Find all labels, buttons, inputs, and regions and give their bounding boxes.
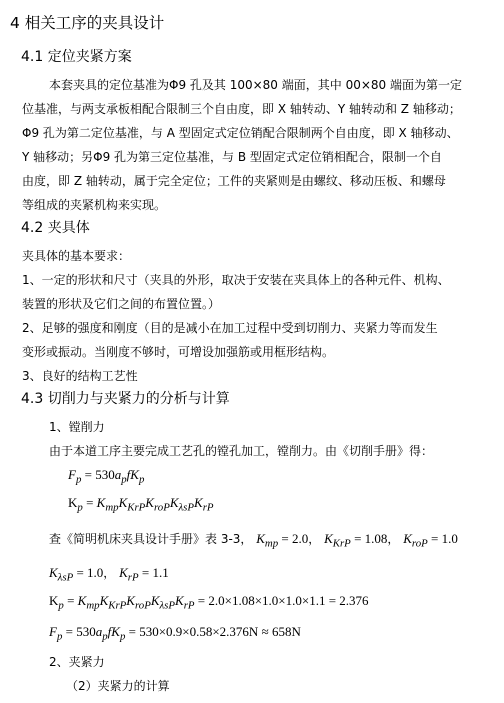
paragraph-line: Φ9 孔为第二定位基准，与 A 型固定式定位销配合限制两个自由度，即 X 轴移动、 <box>22 126 459 140</box>
k-mp: $K_{mp} = 2.0$ <box>256 531 309 550</box>
lookup-line-2: $K_{\lambda sP} = 1.0$， $K_{rP} = 1.1$ <box>49 565 169 584</box>
k-krp: $K_{KrP} = 1.08$ <box>324 531 388 550</box>
chapter-heading: 4 相关工序的夹具设计 <box>10 14 165 32</box>
lookup-line: 查《简明机床夹具设计手册》表 3-3， $K_{mp} = 2.0$， $K_{KrP} = 1.08$， $K_{roP} = 1.0$ <box>49 531 458 550</box>
sub-item: （2）夹紧力的计算 <box>66 679 170 693</box>
k-lsp: $K_{\lambda sP} = 1.0$ <box>49 565 104 584</box>
section-heading-4-1: 4.1 定位夹紧方案 <box>21 49 132 65</box>
paragraph-line: 2、足够的强度和刚度（目的是减小在加工过程中受到切削力、夹紧力等而发生 <box>22 321 438 335</box>
formula-fp-result: $F_p = 530a_pfK_p = 530\times 0.9\times 0.58\times 2.376N \approx 658N$ <box>49 624 301 643</box>
paragraph-line: 3、良好的结构工艺性 <box>22 369 138 383</box>
k-rp: $K_{rP} = 1.1$ <box>119 565 169 584</box>
formula-kp: $K_p = K_{mp}K_{KrP}K_{roP}K_{\lambda sP}K_{rP}$ <box>68 495 214 514</box>
paragraph-line: 由于本道工序主要完成工艺孔的镗孔加工，镗削力。由《切削手册》得： <box>49 444 434 458</box>
k-rop: $K_{roP} = 1.0$ <box>403 531 458 550</box>
paragraph-line: 变形或振动。当刚度不够时，可增设加强筋或用框形结构。 <box>22 345 335 359</box>
paragraph-line: Y 轴移动；另Φ9 孔为第三定位基准，与 B 型固定式定位销相配合，限制一个自 <box>22 150 442 164</box>
paragraph-line: 本套夹具的定位基准为Φ9 孔及其 100×80 端面，其中 00×80 端面为第一定 <box>49 78 462 92</box>
paragraph-line: 由度，即 Z 轴转动，属于完全定位；工件的夹紧则是由螺纹、移动压板、和螺母 <box>22 174 446 188</box>
section-heading-4-2: 4.2 夹具体 <box>21 220 90 236</box>
paragraph-line: 装置的形状及它们之间的布置位置。） <box>22 297 221 311</box>
paragraph-line: 夹具体的基本要求： <box>22 249 131 263</box>
list-item-2: 2、夹紧力 <box>49 655 105 669</box>
paragraph-line: 1、一定的形状和尺寸（夹具的外形，取决于安装在夹具体上的各种元件、机构、 <box>22 273 450 287</box>
list-item-1: 1、镗削力 <box>49 420 105 434</box>
formula-fp: $F_p = 530a_pfK_p$ <box>68 467 145 486</box>
paragraph-line: 位基准，与两支承板相配合限制三个自由度，即 X 轴转动、Y 轴转动和 Z 轴移动； <box>22 102 461 116</box>
formula-kp-result: $K_p = K_{mp}K_{KrP}K_{roP}K_{\lambda sP}K_{rP} = 2.0\times 1.08\times 1.0\times 1.0\times 1.1 = 2.376$ <box>49 593 369 612</box>
paragraph-line: 等组成的夹紧机构来实现。 <box>22 198 167 212</box>
section-heading-4-3: 4.3 切削力与夹紧力的分析与计算 <box>21 391 230 407</box>
